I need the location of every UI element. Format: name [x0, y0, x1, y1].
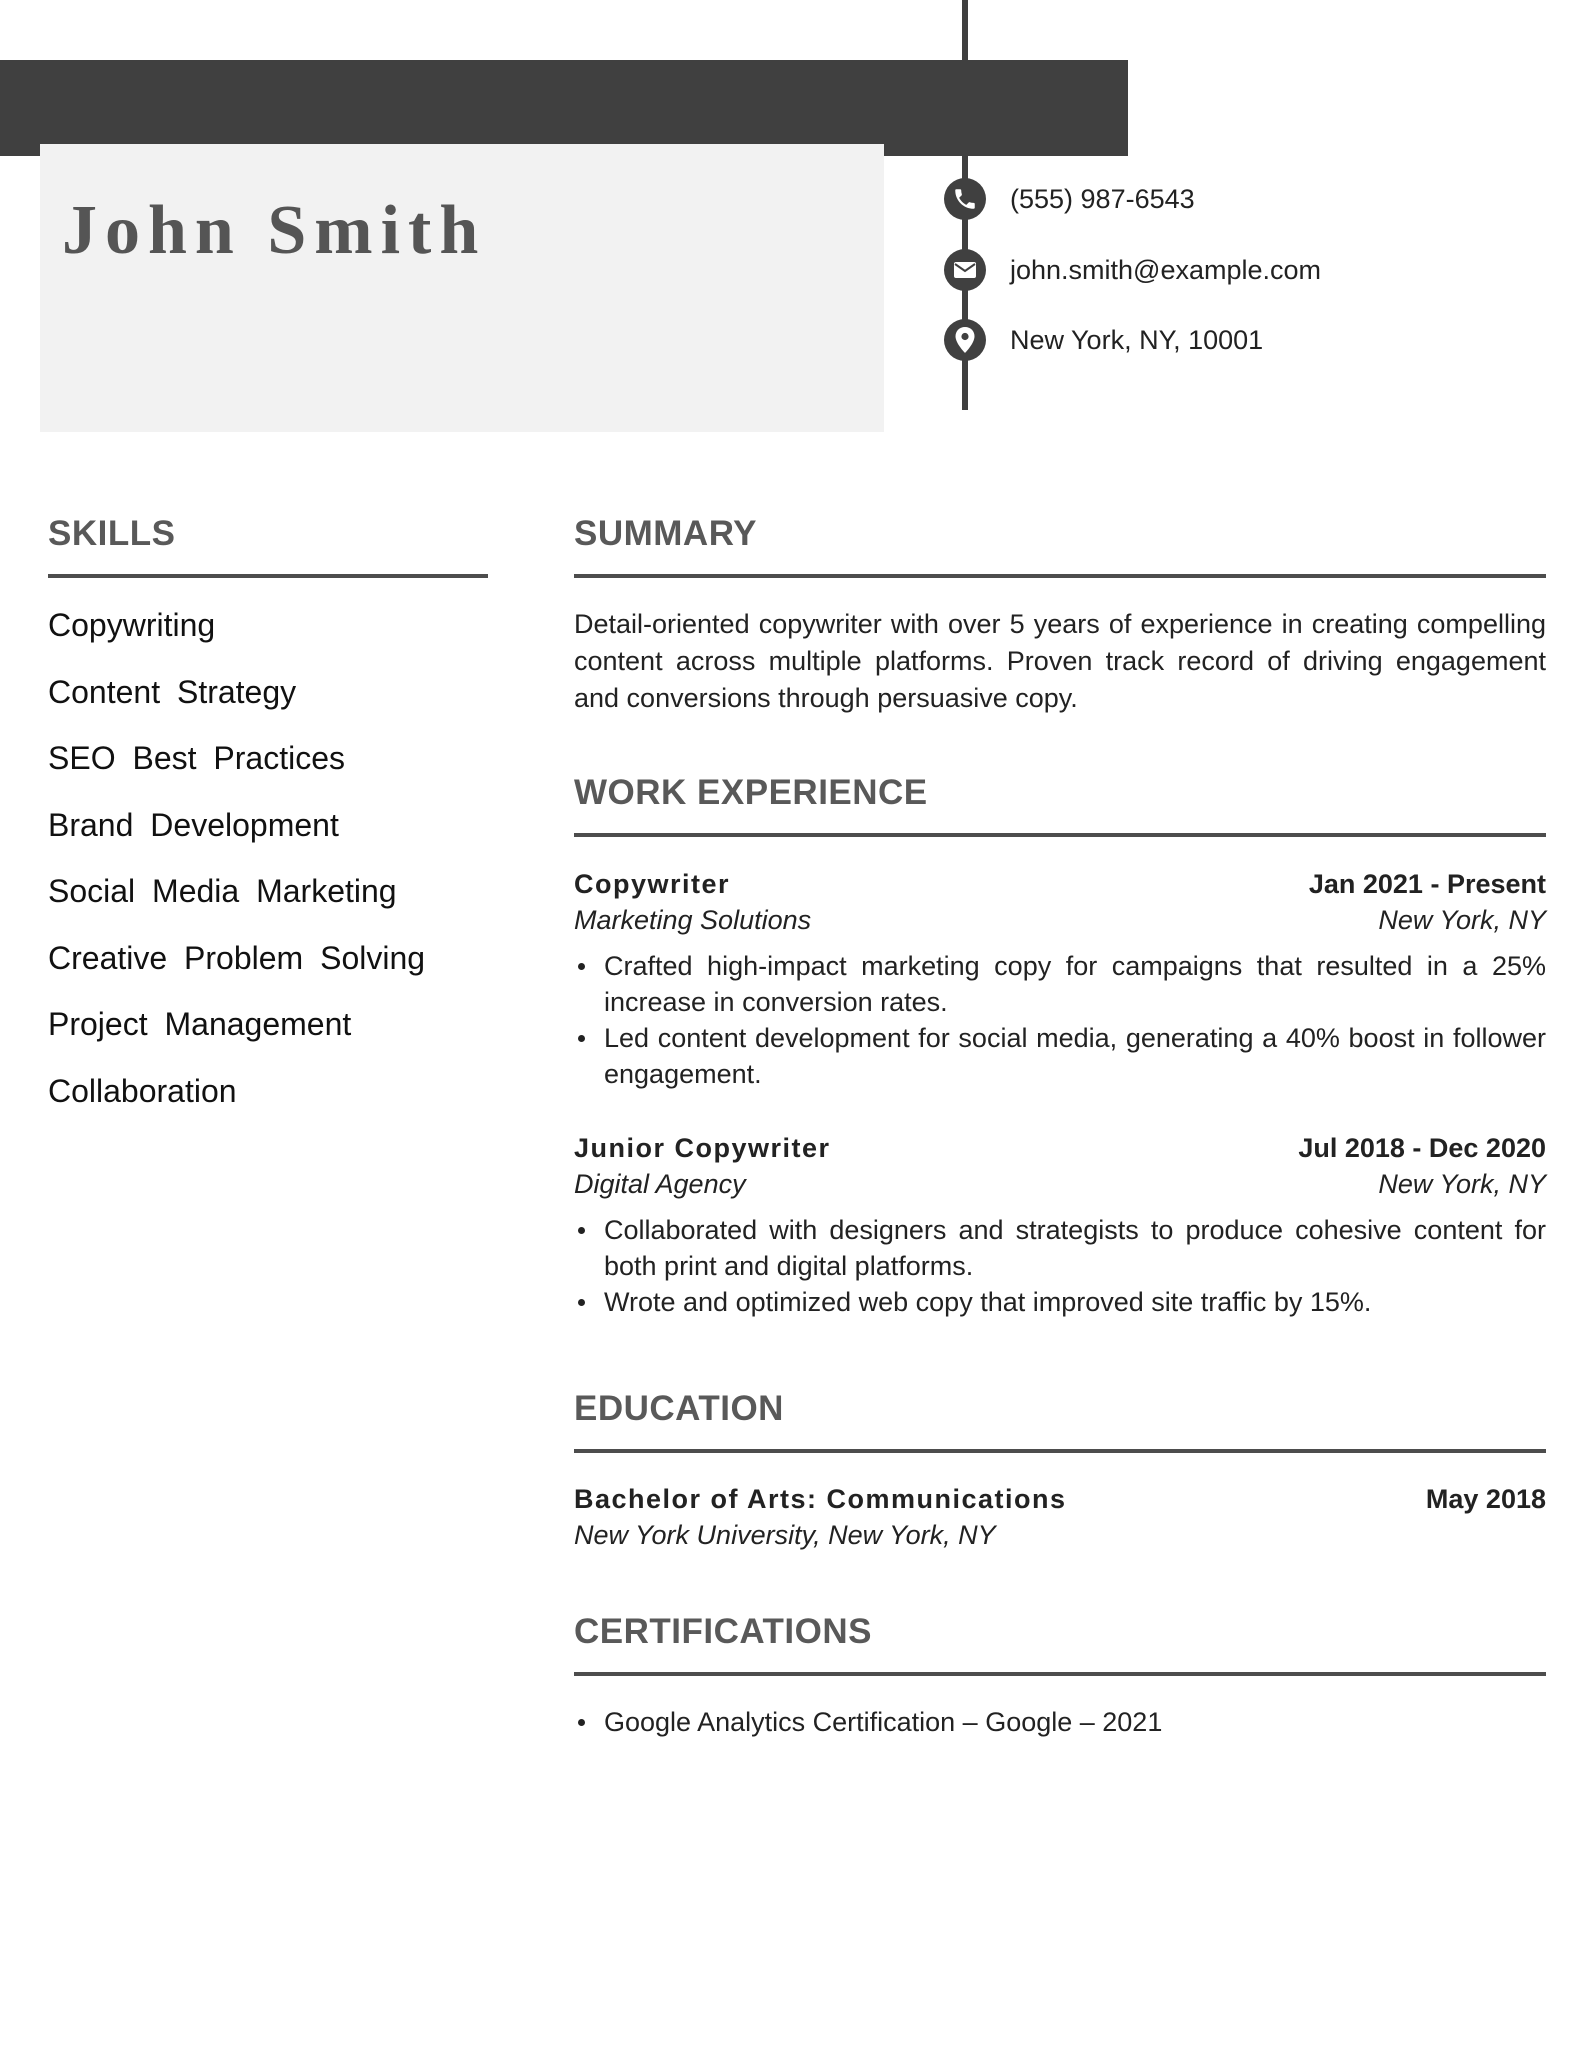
job-title: Junior Copywriter: [574, 1133, 831, 1163]
certifications-heading: CERTIFICATIONS: [574, 1612, 873, 1651]
education-heading: EDUCATION: [574, 1389, 784, 1428]
certifications-list: [574, 1694, 1546, 1740]
job-entry: [574, 1130, 1546, 1320]
location-pin-icon: [944, 319, 986, 361]
skill-item: SEO Best Practices: [48, 740, 345, 776]
name-panel: [40, 144, 884, 432]
job-bullet: Wrote and optimized web copy that improved site traffic by 15%.: [604, 1284, 1546, 1320]
summary-heading: SUMMARY: [574, 514, 758, 553]
job-location: New York, NY: [1378, 1169, 1546, 1199]
phone-icon: [944, 178, 986, 220]
email-icon: [944, 249, 986, 291]
contact-phone: [944, 177, 1195, 221]
job-dates: Jul 2018 - Dec 2020: [1298, 1133, 1546, 1163]
skills-list: [48, 598, 508, 1130]
skill-item: Project Management: [48, 1006, 352, 1042]
contact-email: [944, 248, 1321, 292]
job-location: New York, NY: [1378, 905, 1546, 935]
job-bullet: Crafted high-impact marketing copy for campaigns that resulted in a 25% increase in conversion rates.: [604, 948, 1546, 1020]
certification-item: Google Analytics Certification – Google – 2021: [604, 1704, 1546, 1740]
job-bullet: Led content development for social media, generating a 40% boost in follower engagement.: [604, 1020, 1546, 1092]
degree-title: Bachelor of Arts: Communications: [574, 1484, 1067, 1514]
job-bullet: Collaborated with designers and strategists to produce cohesive content for both print and digital platforms.: [604, 1212, 1546, 1284]
email-text: john.smith@example.com: [1010, 254, 1322, 285]
job-entry: [574, 866, 1546, 1092]
certification-bullets: [574, 1704, 1546, 1740]
experience-divider: [574, 833, 1546, 837]
graduation-date: May 2018: [1425, 1484, 1546, 1514]
education-entry: [574, 1481, 1546, 1553]
skill-item: Social Media Marketing: [48, 873, 397, 909]
experience-heading: WORK EXPERIENCE: [574, 773, 928, 812]
contact-location: [944, 318, 1263, 362]
phone-text: (555) 987-6543: [1010, 183, 1195, 214]
candidate-name: John Smith: [62, 192, 487, 269]
skills-divider: [48, 574, 488, 578]
location-text: New York, NY, 10001: [1010, 324, 1264, 355]
skill-item: Collaboration: [48, 1072, 237, 1109]
summary-text: Detail-oriented copywriter with over 5 years of experience in creating compelling content across multiple platforms. Proven track record of driving engagement and conversions through persuasive copy.: [574, 609, 1546, 713]
header-bar: [0, 60, 1128, 156]
job-bullets: [574, 948, 1546, 1092]
job-title: Copywriter: [574, 869, 731, 899]
education-divider: [574, 1449, 1546, 1453]
certifications-divider: [574, 1672, 1546, 1676]
job-dates: Jan 2021 - Present: [1308, 869, 1546, 899]
job-company: Marketing Solutions: [574, 905, 812, 935]
skill-item: Content Strategy: [48, 673, 297, 710]
skill-item: Copywriting: [48, 607, 216, 643]
summary-divider: [574, 574, 1546, 578]
skill-item: Creative Problem Solving: [48, 939, 426, 976]
school-name: New York University, New York, NY: [574, 1520, 996, 1550]
job-bullets: [574, 1212, 1546, 1320]
skill-item: Brand Development: [48, 806, 339, 843]
skills-heading: SKILLS: [48, 514, 176, 553]
job-company: Digital Agency: [574, 1169, 746, 1199]
